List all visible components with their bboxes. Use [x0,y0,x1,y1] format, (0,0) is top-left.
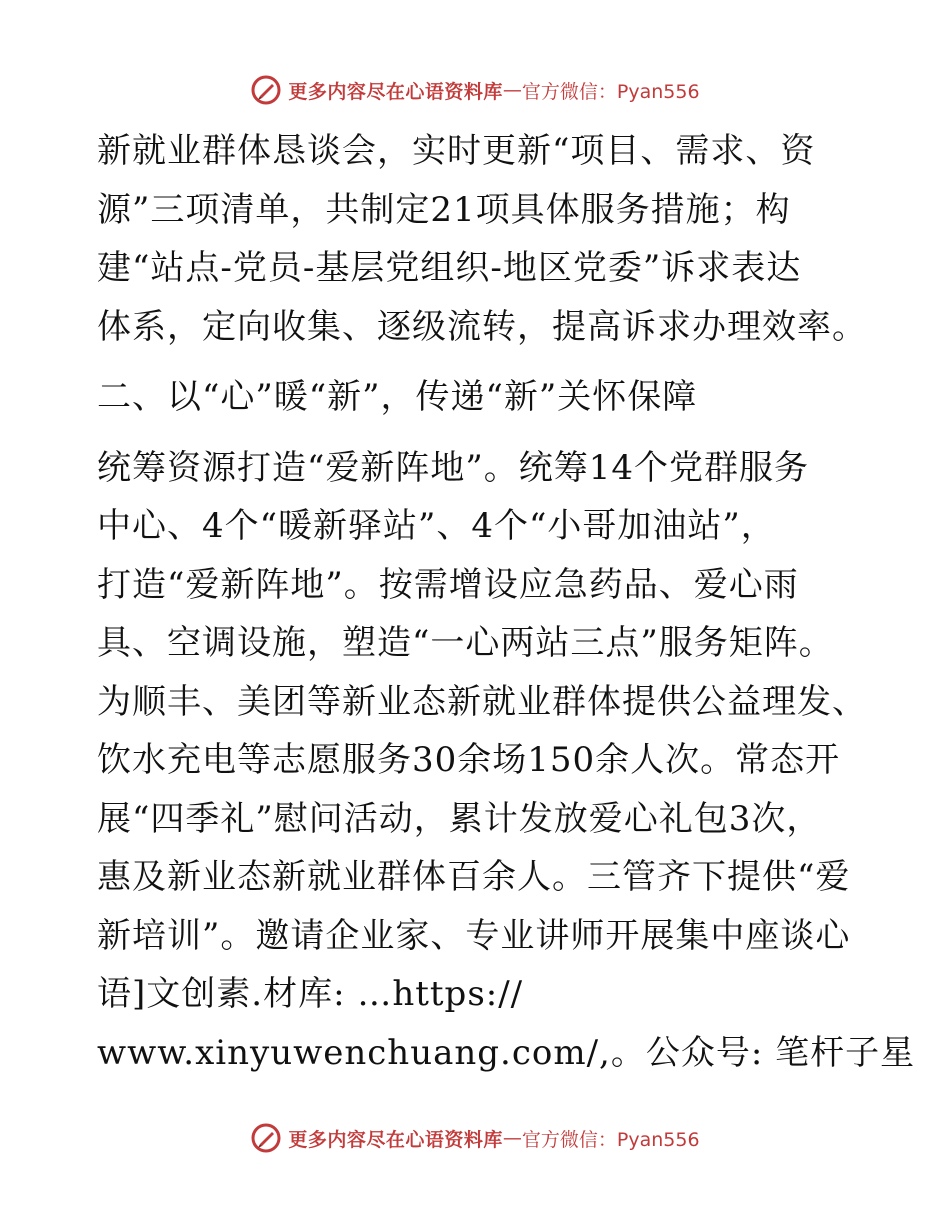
header-banner [0,70,950,110]
text-line: 新就业群体恳谈会，实时更新“项目、需求、资 [97,131,816,171]
text-line: 展“四季礼”慰问活动，累计发放爱心礼包3次， [97,798,822,839]
text-line: www.xinyuwenchuang.com/,。公众号: 笔杆子星 [97,1032,916,1073]
paragraph-1 [97,122,877,356]
text-line: 中心、4个“暖新驿站”、4个“小哥加油站”， [97,506,776,546]
text-line: 源”三项清单，共制定21项具体服务措施；构 [97,189,791,230]
pen-logo-icon [250,74,282,106]
banner-brand: 更多内容尽在心语资料库 [288,80,503,103]
text-line: 打造“爱新阵地”。按需增设应急药品、爱心雨 [97,564,799,605]
banner-contact: 官方微信：Pyan556 [521,1128,700,1151]
text-line: 具、空调设施，塑造“一心两站三点”服务矩阵。 [97,623,834,663]
banner-contact: 官方微信：Pyan556 [521,80,700,103]
text-line: 语]文创素.材库: …https:// [97,974,524,1014]
text-line: 建“站点-党员-基层党组织-地区党委”诉求表达 [97,248,802,288]
section-heading: 二、以“心”暖“新”，传递“新”关怀保障 [97,377,698,417]
banner-brand: 更多内容尽在心语资料库 [288,1128,503,1151]
text-line: 新培训”。邀请企业家、专业讲师开展集中座谈心 [97,915,851,956]
banner-separator: — [502,79,522,101]
text-line: 体系，定向收集、逐级流转，提高诉求办理效率。 [97,306,867,347]
banner-separator: — [502,1127,522,1149]
pen-logo-icon [250,1122,282,1154]
document-body [97,122,916,1082]
text-line: 惠及新业态新就业群体百余人。三管齐下提供“爱 [97,857,851,897]
text-line: 为顺丰、美团等新业态新就业群体提供公益理发、 [97,681,867,722]
paragraph-2 [97,439,916,1083]
text-line: 统筹资源打造“爱新阵地”。统筹14个党群服务 [97,447,810,488]
footer-banner [0,1118,950,1158]
text-line: 饮水充电等志愿服务30余场150余人次。常态开 [97,740,841,780]
